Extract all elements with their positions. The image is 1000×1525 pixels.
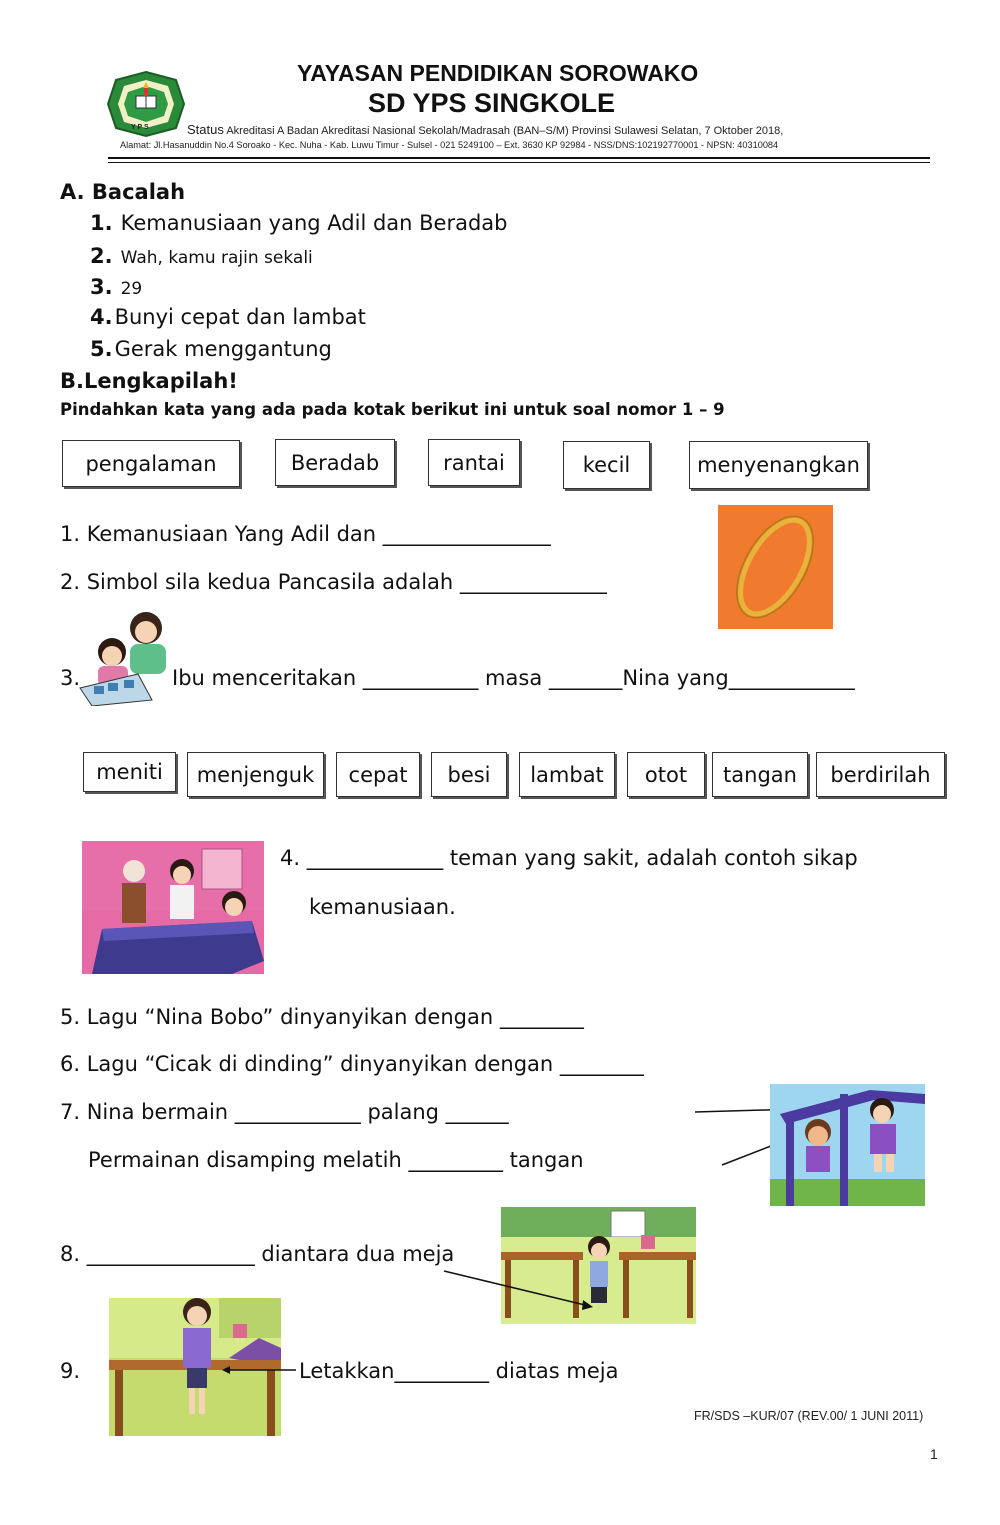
form-code: FR/SDS –KUR/07 (REV.00/ 1 JUNI 2011): [694, 1409, 924, 1423]
foundation-name: YAYASAN PENDIDIKAN SOROWAKO: [297, 60, 699, 86]
question-1: 1. Kemanusiaan Yang Adil dan ________________: [60, 522, 551, 546]
question-6: 6. Lagu “Cicak di dinding” dinyanyikan dengan ________: [60, 1052, 644, 1076]
question-4: 4. _____________ teman yang sakit, adalah contoh sikap: [280, 846, 858, 870]
monkey-bars-image: [770, 1084, 925, 1206]
header-rule-thick: [108, 157, 930, 159]
question-4-continued: kemanusiaan.: [309, 895, 456, 919]
section-b-instruction: Pindahkan kata yang ada pada kotak berikut ini untuk soal nomor 1 – 9: [60, 400, 725, 419]
question-9-number: 9.: [60, 1359, 81, 1383]
mother-child-photo-album-image: [78, 604, 173, 706]
pointer-arrow: [440, 1265, 600, 1315]
question-7: 7. Nina bermain ____________ palang ______: [60, 1100, 509, 1124]
word-box: cepat: [336, 752, 420, 797]
section-a-item: 2. Wah, kamu rajin sekali: [90, 244, 313, 268]
word-box: berdirilah: [816, 752, 945, 797]
section-a-item: 5.Gerak menggantung: [90, 337, 332, 361]
question-3: Ibu menceritakan ___________ masa _______Nina yang____________: [172, 666, 855, 690]
accreditation-status: [187, 122, 783, 137]
section-b-title: B.Lengkapilah!: [60, 369, 238, 393]
question-8: 8. ________________ diantara dua meja: [60, 1242, 455, 1266]
word-box: menjenguk: [187, 752, 324, 797]
word-box: tangan: [712, 752, 808, 797]
status-text: Akreditasi A Badan Akreditasi Nasional Sekolah/Madrasah (BAN–S/M) Provinsi Sulawesi Selatan, 7 Oktober 2018,: [226, 125, 784, 137]
question-5: 5. Lagu “Nina Bobo” dinyanyikan dengan ________: [60, 1005, 584, 1029]
word-box: Beradab: [275, 439, 395, 486]
word-box: kecil: [563, 441, 650, 489]
question-2: 2. Simbol sila kedua Pancasila adalah ______________: [60, 570, 607, 594]
section-a-item: 4.Bunyi cepat dan lambat: [90, 305, 366, 329]
word-box: menyenangkan: [689, 441, 868, 489]
word-box: rantai: [428, 439, 520, 486]
section-a-title: A. Bacalah: [60, 180, 186, 204]
question-3-number: 3.: [60, 666, 81, 690]
section-a-item: 3. 29: [90, 275, 143, 299]
question-9: Letakkan_________ diatas meja: [299, 1359, 619, 1383]
school-name: SD YPS SINGKOLE: [368, 88, 616, 118]
word-box: meniti: [83, 752, 176, 792]
page-number: 1: [930, 1446, 938, 1462]
visiting-sick-friend-image: [82, 841, 264, 974]
word-box: lambat: [519, 752, 615, 797]
header-rule-thin: [108, 162, 930, 163]
word-box: otot: [627, 752, 705, 797]
word-box: pengalaman: [62, 440, 240, 487]
section-a-item: 1. Kemanusiaan yang Adil dan Beradab: [90, 211, 508, 235]
status-label: Status: [187, 122, 224, 137]
word-box: besi: [431, 752, 507, 797]
logo-lettering: Y P S: [131, 124, 149, 131]
pointer-arrow: [220, 1360, 300, 1380]
chain-image: [718, 505, 833, 629]
school-address: Alamat: Jl.Hasanuddin No.4 Soroako - Kec. Nuha - Kab. Luwu Timur - Sulsel - 021 5249100 – Ext. 3630 KP 92984 - NSS/DNS:102192770001 - NPSN: 40310084: [120, 140, 779, 150]
question-7-continued: Permainan disamping melatih _________ tangan: [88, 1148, 584, 1172]
